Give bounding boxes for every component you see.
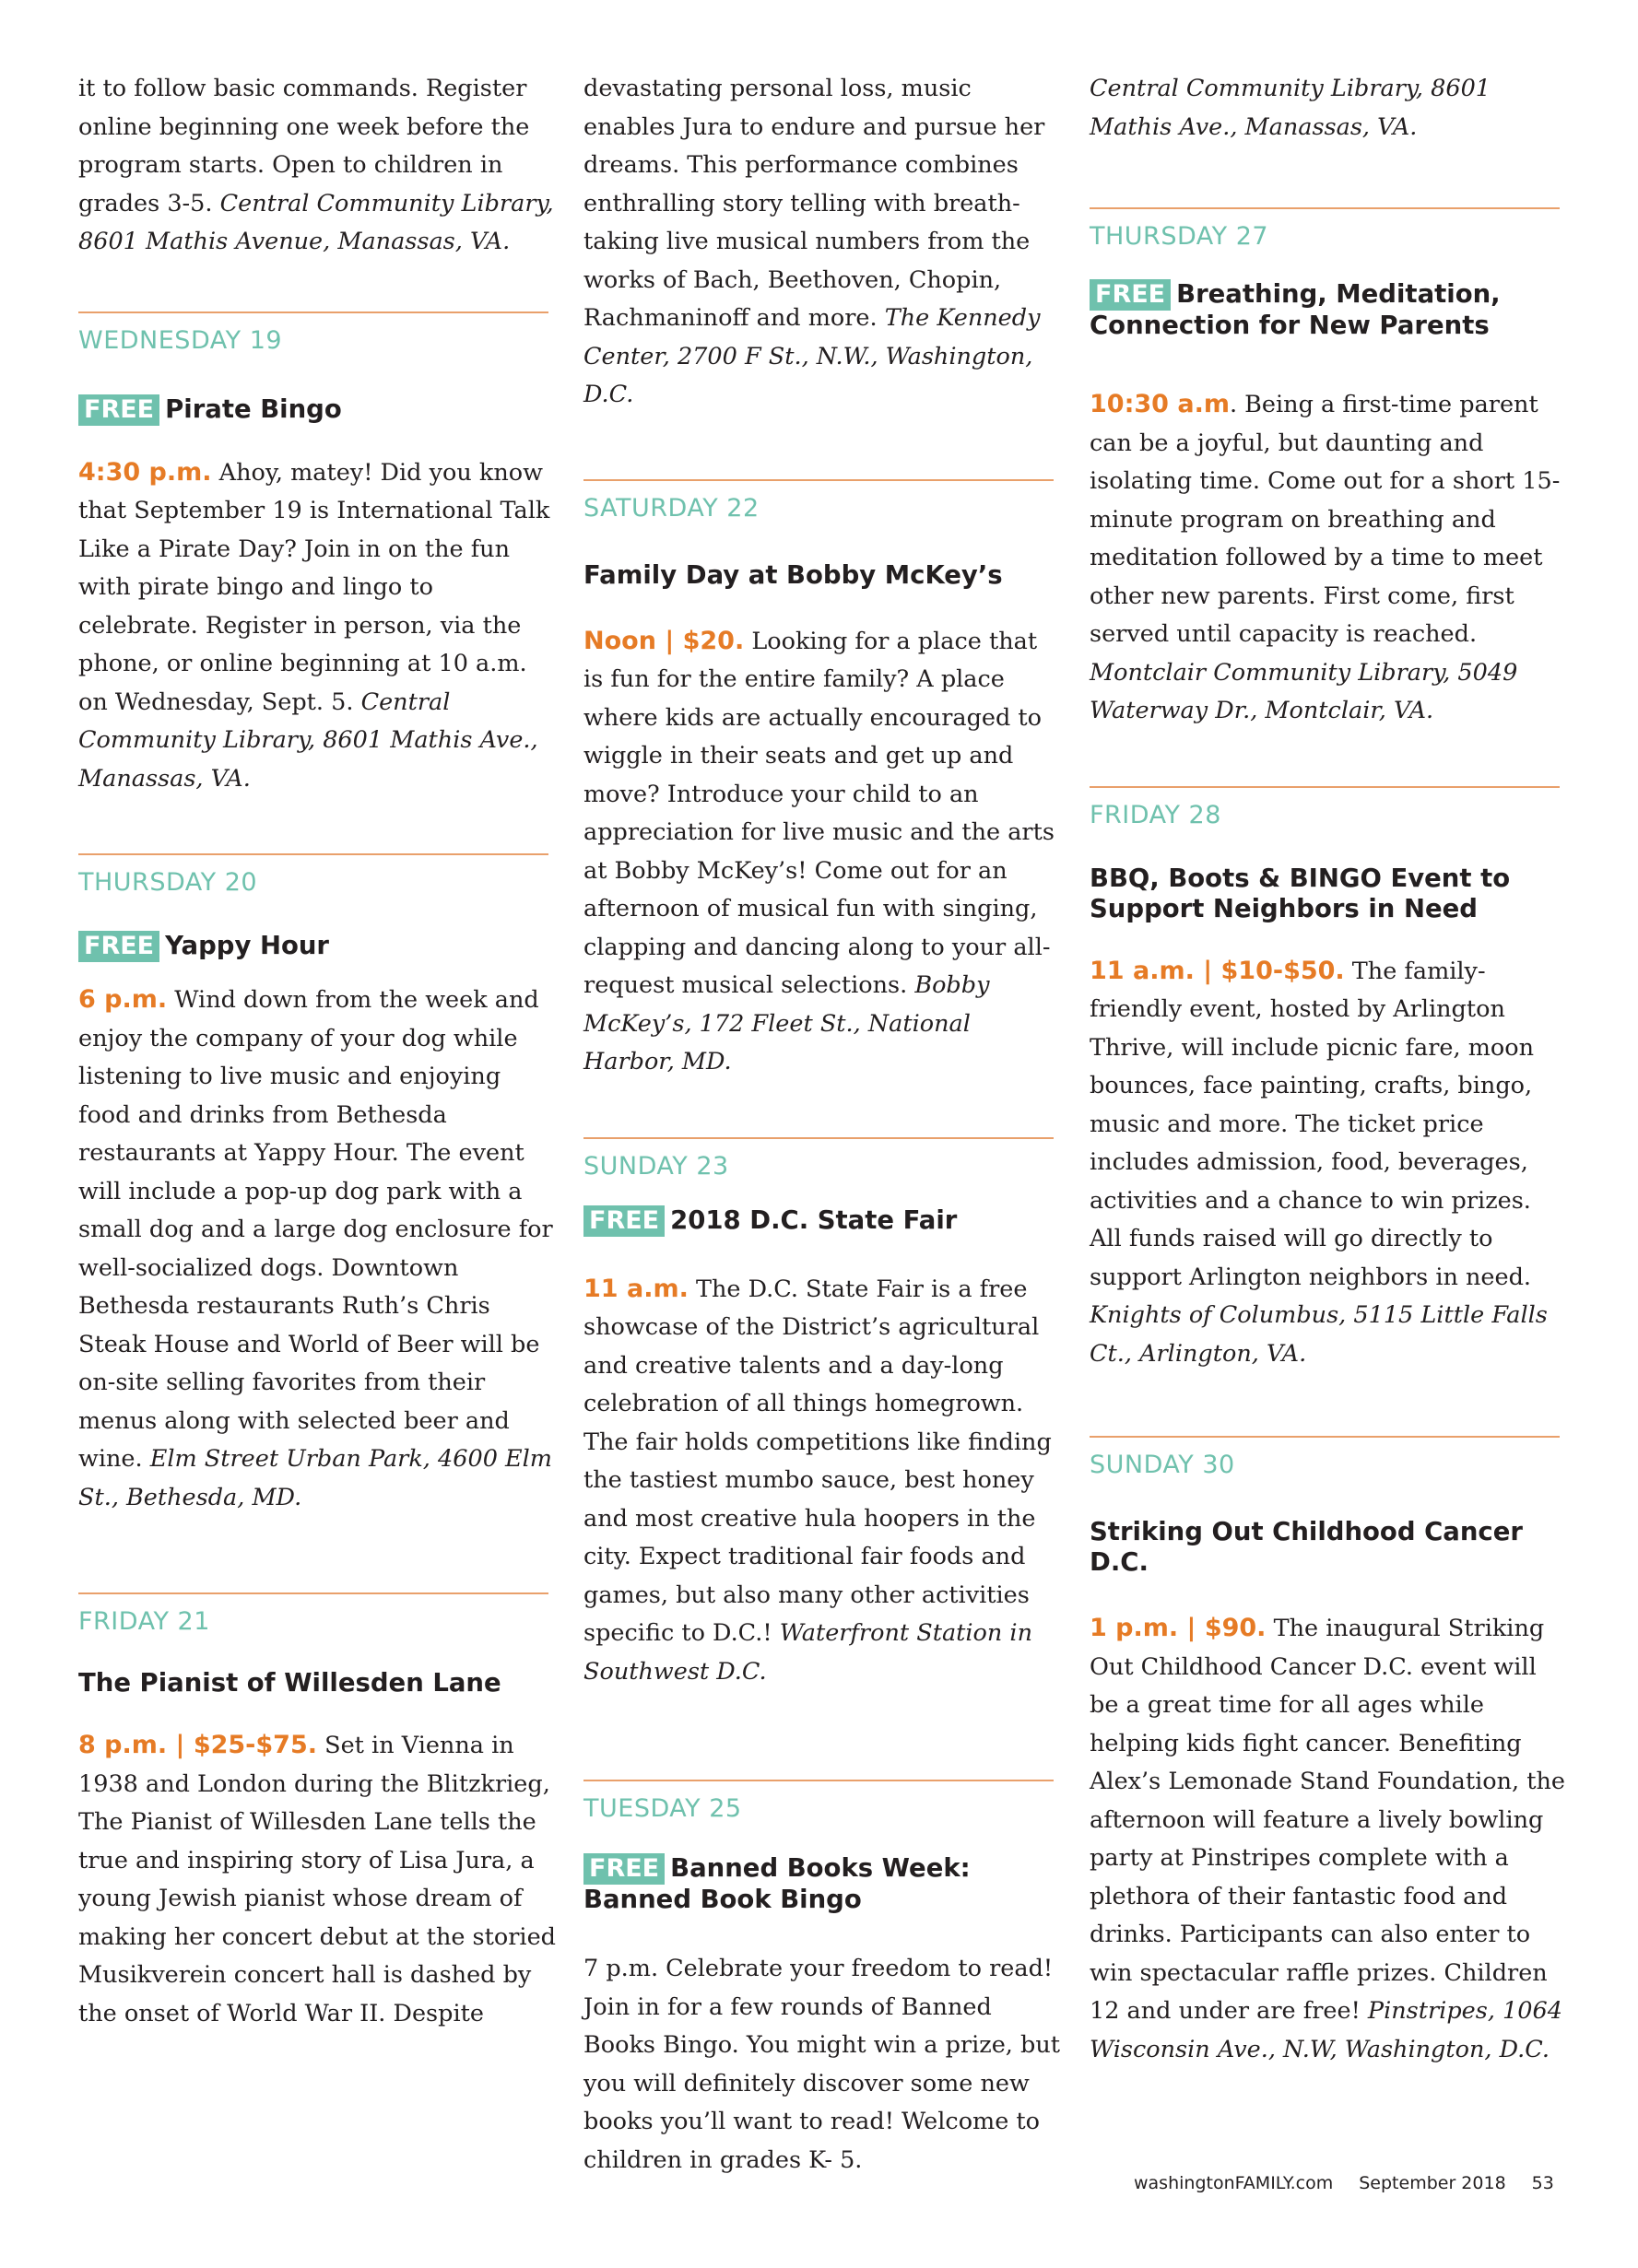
footer-issue: September 2018 xyxy=(1359,2173,1506,2193)
venue: Central Community Library, 8601 Mathis Avenue, Manassas, VA. xyxy=(78,189,554,255)
event-time: 11 a.m. | $10-$50. xyxy=(1090,956,1345,985)
event-description: 11 a.m. | $10-$50. The family-friendly event, hosted by Arlington Thrive, will include picnic fare, moon bounces, face painting, crafts, bingo, music and more. The ticket price includes admission, food, beverages, activities and a chance to win prizes. All funds raised will go directly to support Arlington neighbors in need. Knights of Columbus, 5115 Little Falls Ct., Arlington, VA. xyxy=(1090,956,1548,1368)
event-description: 4:30 p.m. Ahoy, matey! Did you know that September 19 is International Talk Like a Pirate Day? Join in on the fun with pirate bingo and lingo to celebrate. Register in person, via the phone, or online beginning at 10 a.m. on Wednesday, Sept. 5. Central Community Library, 8601 Mathis Ave., Manassas, VA. xyxy=(78,457,550,793)
section-divider xyxy=(1090,207,1560,209)
event-time: 4:30 p.m. xyxy=(78,457,212,487)
venue: Montclair Community Library, 5049 Waterway Dr., Montclair, VA. xyxy=(1090,658,1518,724)
date-heading: SATURDAY 22 xyxy=(583,493,760,523)
venue: The Kennedy Center, 2700 F St., N.W., Washington, D.C. xyxy=(583,304,1041,408)
section-divider xyxy=(1090,1436,1560,1438)
event-title: Striking Out Childhood Cancer D.C. xyxy=(1090,1517,1523,1577)
event-description: 6 p.m. Wind down from the week and enjoy the company of your dog while listening to live music and enjoying food and drinks from Bethesda restaurants at Yappy Hour. The event will include a pop-up dog park with a small dog and a large dog enclosure for well-socialized dogs. Downtown Bethesda restaurants Ruth’s Chris Steak House and World of Beer will be on-site selling favorites from their menus along with selected beer and wine. Elm Street Urban Park, 4600 Elm St., Bethesda, MD. xyxy=(78,985,553,1511)
page-footer xyxy=(1134,2173,1554,2193)
section-divider xyxy=(583,1137,1054,1139)
event-title: BBQ, Boots & BINGO Event to Support Neighbors in Need xyxy=(1090,863,1511,923)
event-title: Family Day at Bobby McKey’s xyxy=(583,559,1003,590)
event-time: 11 a.m. xyxy=(583,1274,689,1303)
section-divider xyxy=(78,853,548,855)
section-divider xyxy=(583,479,1054,481)
section-divider xyxy=(78,1592,548,1594)
date-heading: TUESDAY 25 xyxy=(583,1794,742,1823)
venue: Central Community Library, 8601 Mathis Ave., Manassas, VA. xyxy=(78,687,538,793)
free-badge: FREE xyxy=(583,1205,665,1237)
date-heading: THURSDAY 20 xyxy=(78,868,258,897)
intro-venue: Central Community Library, 8601 Mathis Ave., Manassas, VA. xyxy=(1090,75,1491,141)
event-time: Noon | $20. xyxy=(583,626,745,655)
event-title: FREE 2018 D.C. State Fair xyxy=(583,1205,1063,1237)
event-title: The Pianist of Willesden Lane xyxy=(78,1668,501,1698)
date-heading: FRIDAY 28 xyxy=(1090,800,1221,829)
date-heading: FRIDAY 21 xyxy=(78,1607,210,1636)
event-description: 7 p.m. Celebrate your freedom to read! Join in for a few rounds of Banned Books Bingo. You might win a prize, but you will definitely discover some new books you’ll want to read! Welcome to children in grades K- 5. xyxy=(583,1955,1060,2174)
event-time: 8 p.m. | $25-$75. xyxy=(78,1731,318,1759)
page-number: 53 xyxy=(1531,2173,1554,2193)
event-title: FREE Breathing, Meditation, Connection for New Parents xyxy=(1090,279,1501,340)
free-badge: FREE xyxy=(1090,279,1171,311)
venue: Waterfront Station in Southwest D.C. xyxy=(583,1619,1033,1686)
event-title: FREE Yappy Hour xyxy=(78,931,558,962)
event-description: 10:30 a.m. Being a first-time parent can be a joyful, but daunting and isolating time. Come out for a short 15-minute program on breathing and meditation followed by a time to meet other new parents. First come, first served until capacity is reached. Montclair Community Library, 5049 Waterway Dr., Montclair, VA. xyxy=(1090,390,1561,724)
event-time: 1 p.m. | $90. xyxy=(1090,1614,1267,1642)
section-divider xyxy=(583,1780,1054,1781)
date-heading: SUNDAY 23 xyxy=(583,1151,729,1181)
event-description: 11 a.m. The D.C. State Fair is a free showcase of the District’s agricultural and creative talents and a day-long celebration of all things homegrown. The fair holds competitions like finding the tastiest mumbo sauce, best honey and most creative hula hoopers in the city. Expect traditional fair foods and games, but also many other activities specific to D.C.! Waterfront Station in Southwest D.C. xyxy=(583,1274,1052,1686)
date-heading: WEDNESDAY 19 xyxy=(78,325,283,355)
free-badge: FREE xyxy=(78,394,159,426)
column-3 xyxy=(1090,70,1569,2069)
venue: Knights of Columbus, 5115 Little Falls Ct., Arlington, VA. xyxy=(1090,1301,1548,1368)
free-badge: FREE xyxy=(583,1853,665,1885)
date-heading: THURSDAY 27 xyxy=(1090,222,1269,251)
event-title: FREE Banned Books Week: Banned Book Bingo xyxy=(583,1853,971,1914)
event-description: Noon | $20. Looking for a place that is fun for the entire family? A place where kids are actually encouraged to wiggle in their seats and get up and move? Introduce your child to an appreciation for live music and the arts at Bobby McKey’s! Come out for an afternoon of musical fun with singing, clapping and dancing along to your all-request musical selections. Bobby McKey’s, 172 Fleet St., National Harbor, MD. xyxy=(583,626,1055,1075)
date-heading: SUNDAY 30 xyxy=(1090,1451,1235,1479)
column-2 xyxy=(583,70,1063,2180)
intro-paragraph: devastating personal loss, music enables Jura to endure and pursue her dreams. This performance combines enthralling story telling with breath-taking live musical numbers from the works of Bach, Beethoven, Chopin, Rachmaninoff and more. The Kennedy Center, 2700 F St., N.W., Washington, D.C. xyxy=(583,75,1045,408)
event-title: FREE Pirate Bingo xyxy=(78,394,558,426)
free-badge: FREE xyxy=(78,931,159,962)
section-divider xyxy=(78,311,548,313)
event-time: 10:30 a.m xyxy=(1090,390,1230,418)
venue: Bobby McKey’s, 172 Fleet St., National Harbor, MD. xyxy=(583,971,990,1075)
intro-paragraph: it to follow basic commands. Register online beginning one week before the program starts. Open to children in grades 3-5. Central Community Library, 8601 Mathis Avenue, Manassas, VA. xyxy=(78,75,554,255)
event-time: 6 p.m. xyxy=(78,985,168,1014)
footer-site: washingtonFAMILY.com xyxy=(1134,2173,1334,2193)
venue: Pinstripes, 1064 Wisconsin Ave., N.W, Washington, D.C. xyxy=(1090,1997,1562,2063)
venue: Elm Street Urban Park, 4600 Elm St., Bethesda, MD. xyxy=(78,1445,552,1511)
event-description: 1 p.m. | $90. The inaugural Striking Out Childhood Cancer D.C. event will be a great time for all ages while helping kids fight cancer. Benefiting Alex’s Lemonade Stand Foundation, the afternoon will feature a lively bowling party at Pinstripes complete with a plethora of their fantastic food and drinks. Participants can also enter to win spectacular raffle prizes. Children 12 and under are free! Pinstripes, 1064 Wisconsin Ave., N.W, Washington, D.C. xyxy=(1090,1614,1565,2063)
column-1 xyxy=(78,70,558,2033)
section-divider xyxy=(1090,786,1560,788)
event-description: 8 p.m. | $25-$75. Set in Vienna in 1938 and London during the Blitzkrieg, The Pianist of Willesden Lane tells the true and inspiring story of Lisa Jura, a young Jewish pianist whose dream of making her concert debut at the storied Musikverein concert hall is dashed by the onset of World War II. Despite xyxy=(78,1731,557,2027)
